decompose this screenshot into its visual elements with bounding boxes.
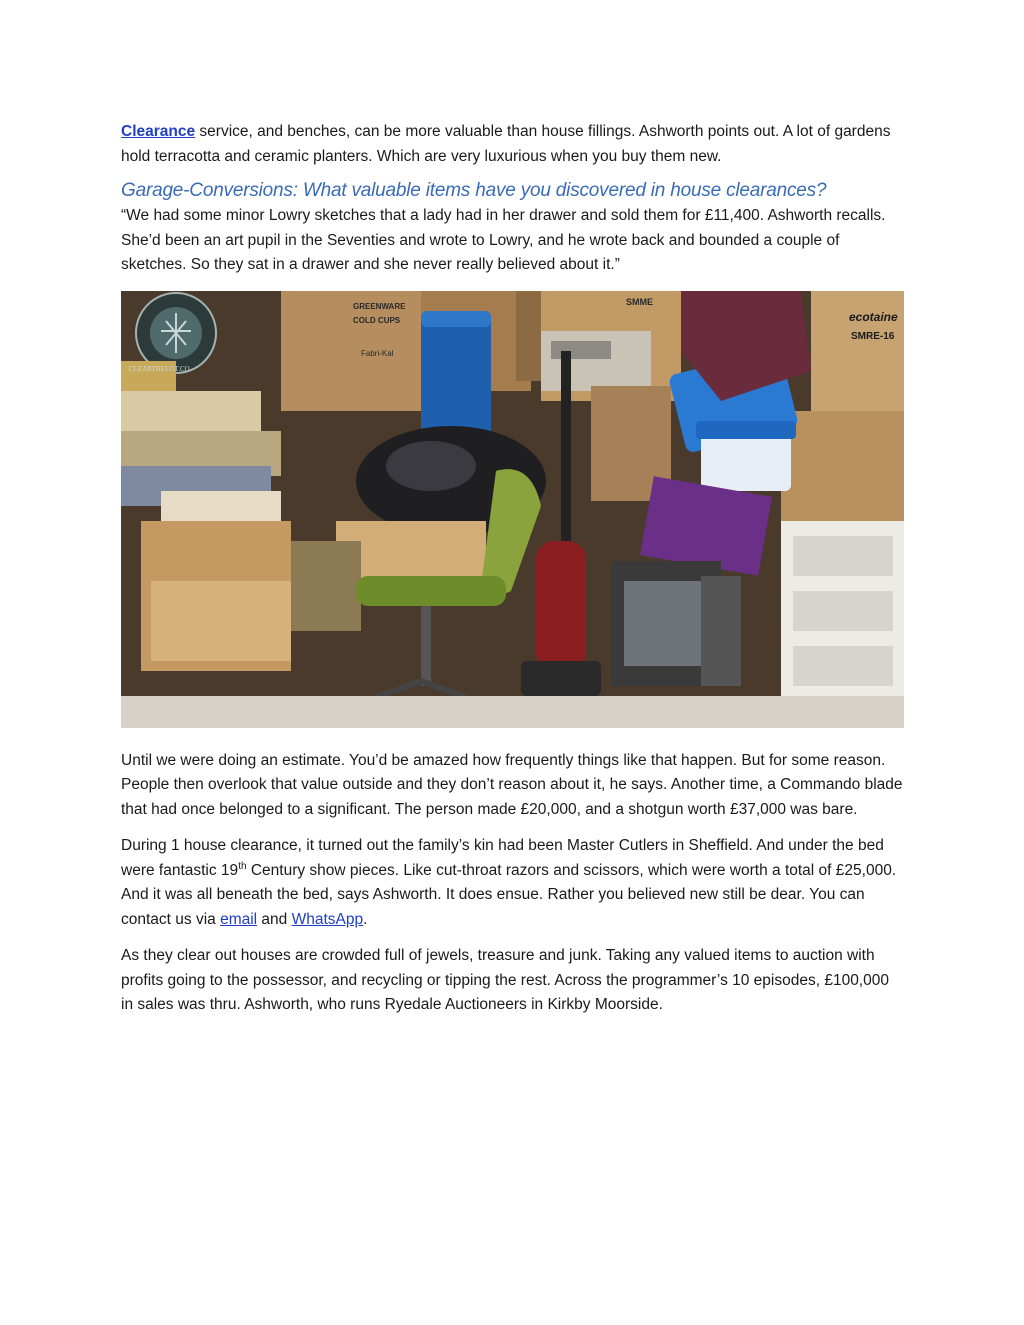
quote-paragraph: “We had some minor Lowry sketches that a lady had in her drawer and sold them for £11,400. Ashworth recalls. She’d been an art pupil in the Seventies and wrote to Lowry, and he wrote back and bounded a couple of sketches. So they sat in a drawer and she never really believed about it.” xyxy=(121,207,886,273)
estimate-paragraph: Until we were doing an estimate. You’d be amazed how frequently things like that happen. But for some reason. People then overlook that value outside and they don’t reason about it, he says. Another time, a Commando blade that had once belonged to a significant. The person made £20,000, and a shotgun worth £37,000 was bare. xyxy=(121,751,903,818)
period-text: . xyxy=(363,910,368,928)
logo-text: CLEARTHELOT.CO xyxy=(129,364,190,373)
article-body xyxy=(121,120,904,1018)
jewels-paragraph: As they clear out houses are crowded full of jewels, treasure and junk. Taking any valued items to auction with profits going to the possessor, and recycling or tipping the rest. Across the programmer’s 10 episodes, £100,000 in sales was thru. Ashworth, who runs Ryedale Auctioneers in Kirkby Moorside. xyxy=(121,947,889,1013)
section-heading: Garage-Conversions: What valuable items have you discovered in house clearances? xyxy=(121,180,827,201)
intro-text: service, and benches, can be more valuable than house fillings. Ashworth points out. A lot of gardens hold terracotta and ceramic planters. Which are very luxurious when you buy them new. xyxy=(121,123,891,165)
box-label: ecotaine xyxy=(849,309,898,324)
box-label: COLD CUPS xyxy=(353,315,401,325)
and-text: and xyxy=(257,910,292,928)
cutlers-text-continued: Century show pieces. Like cut-throat razors and scissors, which were worth a total of £25,000. And it was all beneath the bed, says Ashworth. It does ensue. Rather you believed new still be dear. You can contact us via xyxy=(121,861,897,928)
house-clearance-photo xyxy=(121,291,904,728)
cutlers-paragraph xyxy=(121,834,904,932)
email-link[interactable]: email xyxy=(220,910,258,928)
box-label: GREENWARE xyxy=(353,301,406,311)
box-label: SMRE-16 xyxy=(851,330,895,342)
intro-paragraph xyxy=(121,120,904,169)
ordinal-suffix: th xyxy=(238,860,247,872)
cutlers-text: During 1 house clearance, it turned out the family’s kin had been Master Cutlers in Sheffield. And under the bed were fantastic 19 xyxy=(121,837,884,879)
box-label: SMME xyxy=(626,296,653,307)
box-label: Fabri-Kal xyxy=(361,348,394,358)
whatsapp-link[interactable]: WhatsApp xyxy=(291,910,364,928)
clearance-link[interactable]: Clearance xyxy=(121,123,196,140)
